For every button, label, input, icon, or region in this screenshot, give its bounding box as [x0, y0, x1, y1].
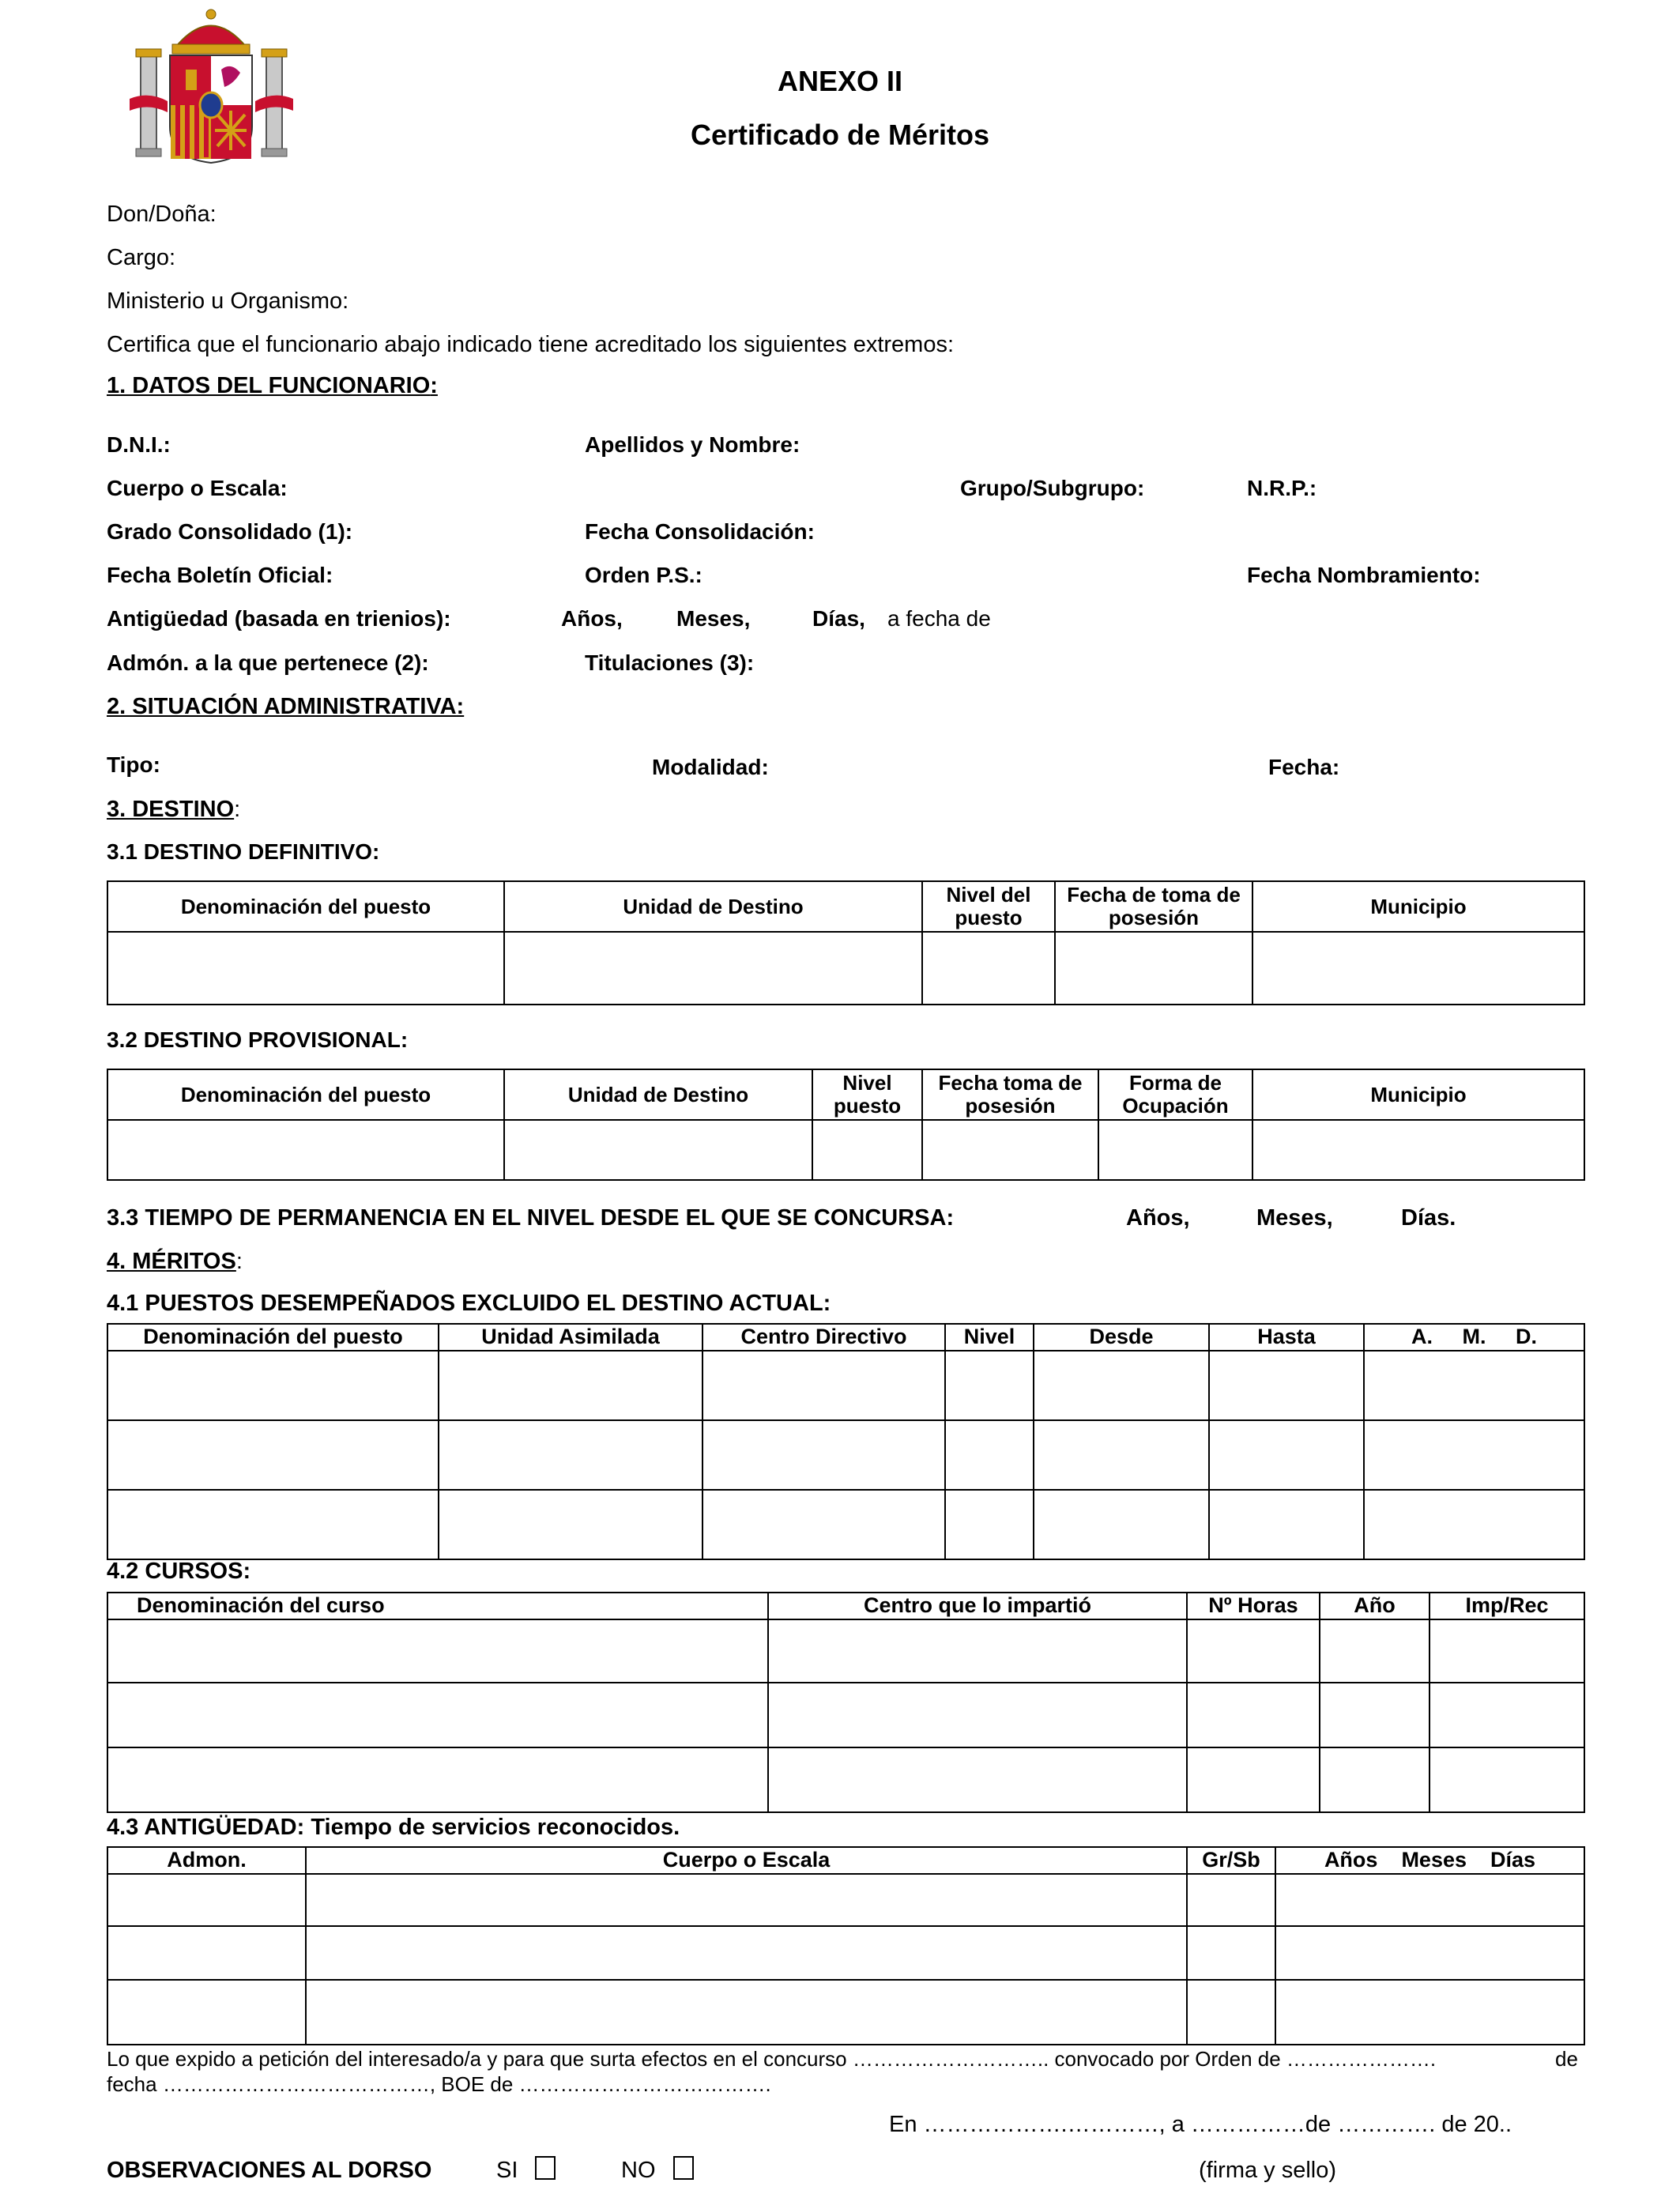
- cell[interactable]: [107, 1420, 439, 1490]
- cell[interactable]: [768, 1619, 1187, 1683]
- cell[interactable]: [1055, 932, 1252, 1005]
- grado-label: Grado Consolidado (1):: [107, 519, 353, 544]
- no-option[interactable]: [621, 2156, 694, 2184]
- orden-ps-label: Orden P.S.:: [585, 563, 703, 587]
- header-denominacion: Denominación del puesto: [107, 1324, 439, 1351]
- si-option[interactable]: [496, 2156, 556, 2184]
- table-antiguedad: [107, 1846, 1585, 2045]
- cell[interactable]: [703, 1490, 945, 1559]
- cell[interactable]: [1430, 1683, 1584, 1747]
- certifica-text: Certifica que el funcionario abajo indicado tiene acreditado los siguientes extremos:: [107, 332, 955, 357]
- cell[interactable]: [1034, 1420, 1209, 1490]
- si-label: SI: [496, 2158, 518, 2183]
- annex-title: ANEXO II: [777, 65, 903, 97]
- antiguedad-label: Antigüedad (basada en trienios):: [107, 606, 451, 631]
- cell[interactable]: [1187, 1980, 1275, 2045]
- cell[interactable]: [1430, 1619, 1584, 1683]
- section-4-title: 4. MÉRITOS:: [107, 1249, 243, 1274]
- section-3-2-title: 3.2 DESTINO PROVISIONAL:: [107, 1027, 409, 1052]
- cell[interactable]: [1252, 932, 1584, 1005]
- modalidad-label: Modalidad:: [652, 755, 769, 779]
- cell[interactable]: [1320, 1747, 1430, 1812]
- ministerio-label: Ministerio u Organismo:: [107, 288, 349, 314]
- header-fecha-toma: Fecha de toma de posesión: [1055, 881, 1252, 932]
- cell[interactable]: [1320, 1683, 1430, 1747]
- cell[interactable]: [439, 1351, 703, 1420]
- nrp-label: N.R.P.:: [1247, 476, 1317, 500]
- cell[interactable]: [107, 1619, 768, 1683]
- meses-label: Meses,: [676, 606, 751, 631]
- s33-dias-label: Días.: [1401, 1205, 1456, 1231]
- fecha-label: Fecha:: [1268, 755, 1340, 779]
- observaciones-label: OBSERVACIONES AL DORSO: [107, 2158, 432, 2183]
- dni-label: D.N.I.:: [107, 432, 171, 457]
- cell[interactable]: [107, 1351, 439, 1420]
- header-admon: Admon.: [107, 1847, 306, 1874]
- table-puestos-desempenados: [107, 1323, 1585, 1560]
- header-imp-rec: Imp/Rec: [1430, 1593, 1584, 1619]
- s33-meses-label: Meses,: [1256, 1205, 1333, 1231]
- cell[interactable]: [1364, 1420, 1584, 1490]
- table-destino-provisional: [107, 1069, 1585, 1181]
- header-unidad: Unidad de Destino: [504, 881, 922, 932]
- cell[interactable]: [922, 932, 1055, 1005]
- cell[interactable]: [945, 1490, 1034, 1559]
- cell[interactable]: [504, 932, 922, 1005]
- header-municipio: Municipio: [1252, 881, 1584, 932]
- header-unidad-asimilada: Unidad Asimilada: [439, 1324, 703, 1351]
- cell[interactable]: [107, 1926, 306, 1980]
- header-nivel: Nivel puesto: [812, 1069, 922, 1120]
- header-horas: Nº Horas: [1187, 1593, 1320, 1619]
- cell[interactable]: [1364, 1351, 1584, 1420]
- cell[interactable]: [945, 1351, 1034, 1420]
- cell[interactable]: [1364, 1490, 1584, 1559]
- table-destino-definitivo: [107, 880, 1585, 1005]
- cell[interactable]: [1209, 1420, 1364, 1490]
- cell[interactable]: [107, 1120, 504, 1180]
- don-dona-label: Don/Doña:: [107, 202, 217, 227]
- cell[interactable]: [1320, 1619, 1430, 1683]
- header-gr-sb: Gr/Sb: [1187, 1847, 1275, 1874]
- cell[interactable]: [945, 1420, 1034, 1490]
- cell[interactable]: [1187, 1747, 1320, 1812]
- section-4-2-title: 4.2 CURSOS:: [107, 1559, 251, 1584]
- admon-label: Admón. a la que pertenece (2):: [107, 650, 429, 675]
- header-municipio: Municipio: [1252, 1069, 1584, 1120]
- cell[interactable]: [306, 1980, 1187, 2045]
- cell[interactable]: [1209, 1351, 1364, 1420]
- header-unidad: Unidad de Destino: [504, 1069, 812, 1120]
- header-hasta: Hasta: [1209, 1324, 1364, 1351]
- grupo-label: Grupo/Subgrupo:: [960, 476, 1145, 500]
- section-1-title: 1. DATOS DEL FUNCIONARIO:: [107, 373, 438, 398]
- section-3-title: 3. DESTINO:: [107, 797, 241, 822]
- header-desde: Desde: [1034, 1324, 1209, 1351]
- footer-statement-de: de: [1555, 2047, 1578, 2071]
- cell[interactable]: [703, 1351, 945, 1420]
- cell[interactable]: [107, 1747, 768, 1812]
- header-fecha-toma: Fecha toma de posesión: [922, 1069, 1098, 1120]
- cell[interactable]: [1187, 1926, 1275, 1980]
- cell[interactable]: [107, 1683, 768, 1747]
- place-date-line: En ……………….…………, a ……………de …………. de 20..: [889, 2112, 1512, 2137]
- cell[interactable]: [1098, 1120, 1252, 1180]
- cell[interactable]: [1034, 1351, 1209, 1420]
- cell[interactable]: [1187, 1683, 1320, 1747]
- cell[interactable]: [1187, 1619, 1320, 1683]
- footer-statement-line2: fecha …………………………………, BOE de ……………………………….: [107, 2072, 771, 2096]
- header-centro: Centro que lo impartió: [768, 1593, 1187, 1619]
- header-denominacion: Denominación del puesto: [107, 881, 504, 932]
- fecha-consolidacion-label: Fecha Consolidación:: [585, 519, 815, 544]
- header-denominacion-curso: Denominación del curso: [107, 1593, 768, 1619]
- dias-label: Días,: [812, 606, 865, 631]
- cell[interactable]: [768, 1747, 1187, 1812]
- cell[interactable]: [107, 932, 504, 1005]
- section-3-1-title: 3.1 DESTINO DEFINITIVO:: [107, 839, 380, 864]
- cell[interactable]: [768, 1683, 1187, 1747]
- titulaciones-label: Titulaciones (3):: [585, 650, 755, 675]
- cell[interactable]: [439, 1490, 703, 1559]
- cell[interactable]: [922, 1120, 1098, 1180]
- cell[interactable]: [1275, 1926, 1584, 1980]
- cell[interactable]: [1252, 1120, 1584, 1180]
- cell[interactable]: [107, 1874, 306, 1926]
- cell[interactable]: [703, 1420, 945, 1490]
- cell[interactable]: [107, 1490, 439, 1559]
- cell[interactable]: [107, 1980, 306, 2045]
- header-ano: Año: [1320, 1593, 1430, 1619]
- cell[interactable]: [1187, 1874, 1275, 1926]
- si-checkbox[interactable]: [535, 2156, 556, 2180]
- cell[interactable]: [306, 1926, 1187, 1980]
- cell[interactable]: [1275, 1980, 1584, 2045]
- section-3-3-title: 3.3 TIEMPO DE PERMANENCIA EN EL NIVEL DESDE EL QUE SE CONCURSA:: [107, 1205, 955, 1231]
- header-amd: A. M. D.: [1364, 1324, 1584, 1351]
- table-cursos: [107, 1592, 1585, 1813]
- anos-label: Años,: [561, 606, 623, 631]
- header-nivel: Nivel: [945, 1324, 1034, 1351]
- cell[interactable]: [306, 1874, 1187, 1926]
- cell[interactable]: [1275, 1874, 1584, 1926]
- header-anos-meses-dias: Años Meses Días: [1275, 1847, 1584, 1874]
- a-fecha-de-label: a fecha de: [887, 606, 991, 631]
- apellidos-label: Apellidos y Nombre:: [585, 432, 800, 457]
- no-label: NO: [621, 2158, 656, 2183]
- header-centro-directivo: Centro Directivo: [703, 1324, 945, 1351]
- header-nivel: Nivel del puesto: [922, 881, 1055, 932]
- fecha-boletin-label: Fecha Boletín Oficial:: [107, 563, 333, 587]
- cuerpo-label: Cuerpo o Escala:: [107, 476, 288, 500]
- s33-anos-label: Años,: [1126, 1205, 1190, 1231]
- section-2-title: 2. SITUACIÓN ADMINISTRATIVA:: [107, 694, 465, 719]
- section-4-3-title: 4.3 ANTIGÜEDAD: Tiempo de servicios reconocidos.: [107, 1815, 680, 1840]
- cell[interactable]: [504, 1120, 812, 1180]
- no-checkbox[interactable]: [673, 2156, 694, 2180]
- cell[interactable]: [1430, 1747, 1584, 1812]
- tipo-label: Tipo:: [107, 752, 160, 777]
- section-4-1-title: 4.1 PUESTOS DESEMPEÑADOS EXCLUIDO EL DESTINO ACTUAL:: [107, 1291, 831, 1316]
- header-forma-ocupacion: Forma de Ocupación: [1098, 1069, 1252, 1120]
- header-cuerpo: Cuerpo o Escala: [306, 1847, 1187, 1874]
- header-denominacion: Denominación del puesto: [107, 1069, 504, 1120]
- cell[interactable]: [812, 1120, 922, 1180]
- cell[interactable]: [1034, 1490, 1209, 1559]
- fecha-nombramiento-label: Fecha Nombramiento:: [1247, 563, 1481, 587]
- firma-sello-label: (firma y sello): [1199, 2158, 1337, 2183]
- document-title: Certificado de Méritos: [690, 119, 990, 151]
- cell[interactable]: [1209, 1490, 1364, 1559]
- cell[interactable]: [439, 1420, 703, 1490]
- cargo-label: Cargo:: [107, 245, 176, 270]
- footer-statement-line1: Lo que expido a petición del interesado/a y para que surta efectos en el concurso ……………………….. convocado por Orden de ………………….: [107, 2047, 1437, 2071]
